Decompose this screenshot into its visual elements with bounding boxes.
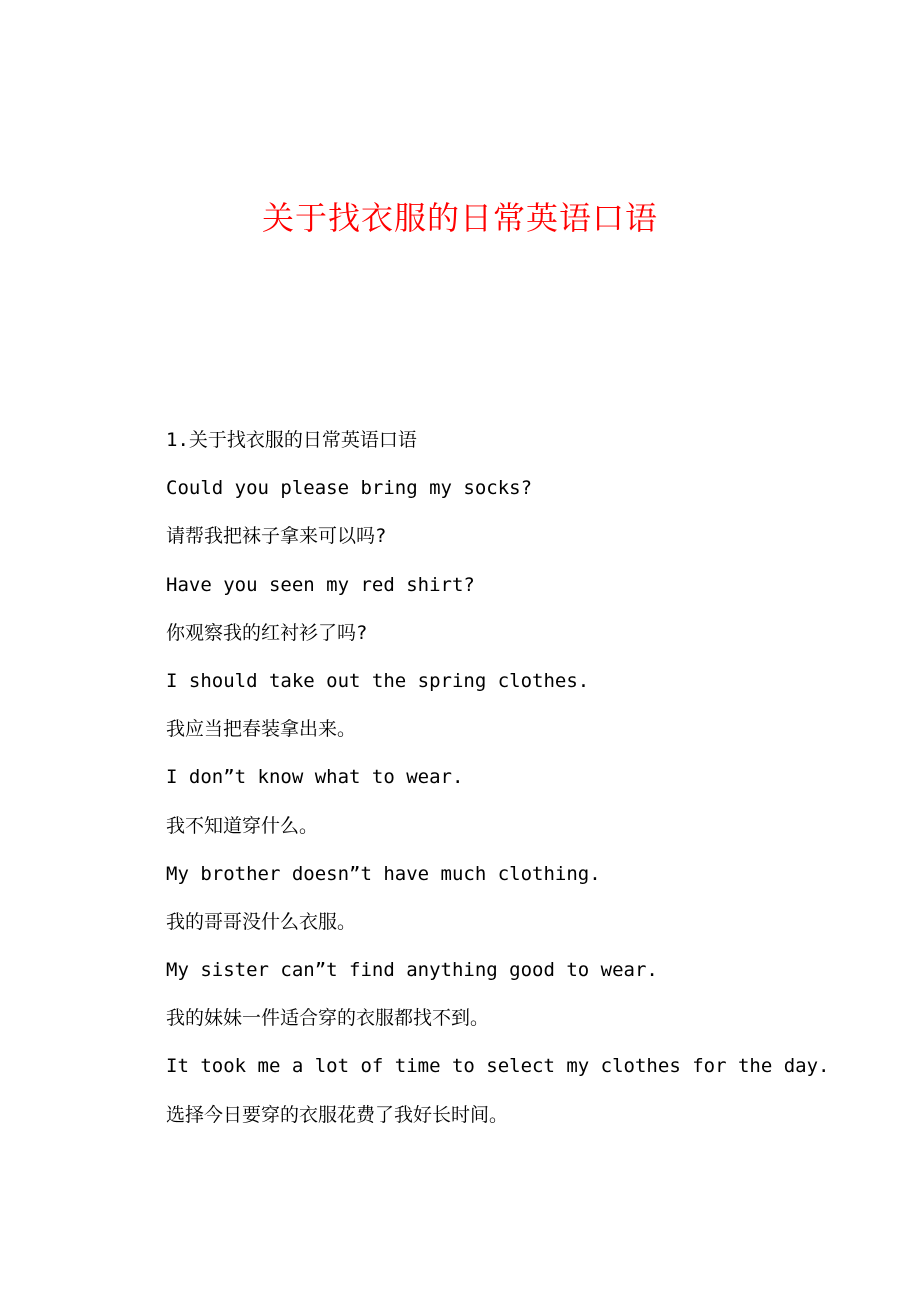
english-sentence: It took me a lot of time to select my clothes for the day. <box>166 1055 830 1078</box>
english-sentence: I don”t know what to wear. <box>166 766 464 789</box>
chinese-translation: 我的妹妹一件适合穿的衣服都找不到。 <box>166 1007 490 1030</box>
chinese-translation: 我应当把春装拿出来。 <box>166 718 357 741</box>
document-title: 关于找衣服的日常英语口语 <box>261 199 658 237</box>
chinese-translation: 请帮我把袜子拿来可以吗? <box>166 525 387 548</box>
english-sentence: I should take out the spring clothes. <box>166 669 590 692</box>
chinese-translation: 你观察我的红衬衫了吗? <box>166 621 368 644</box>
english-sentence: Have you seen my red shirt? <box>166 573 475 596</box>
section-heading: 1.关于找衣服的日常英语口语 <box>166 429 417 451</box>
document-body <box>166 424 906 1147</box>
chinese-translation: 我的哥哥没什么衣服。 <box>166 910 357 933</box>
chinese-translation: 选择今日要穿的衣服花费了我好长时间。 <box>166 1103 509 1126</box>
english-sentence: My sister can”t find anything good to wear. <box>166 959 658 982</box>
english-sentence: Could you please bring my socks? <box>166 477 533 500</box>
chinese-translation: 我不知道穿什么。 <box>166 814 319 837</box>
english-sentence: My brother doesn”t have much clothing. <box>166 862 601 885</box>
